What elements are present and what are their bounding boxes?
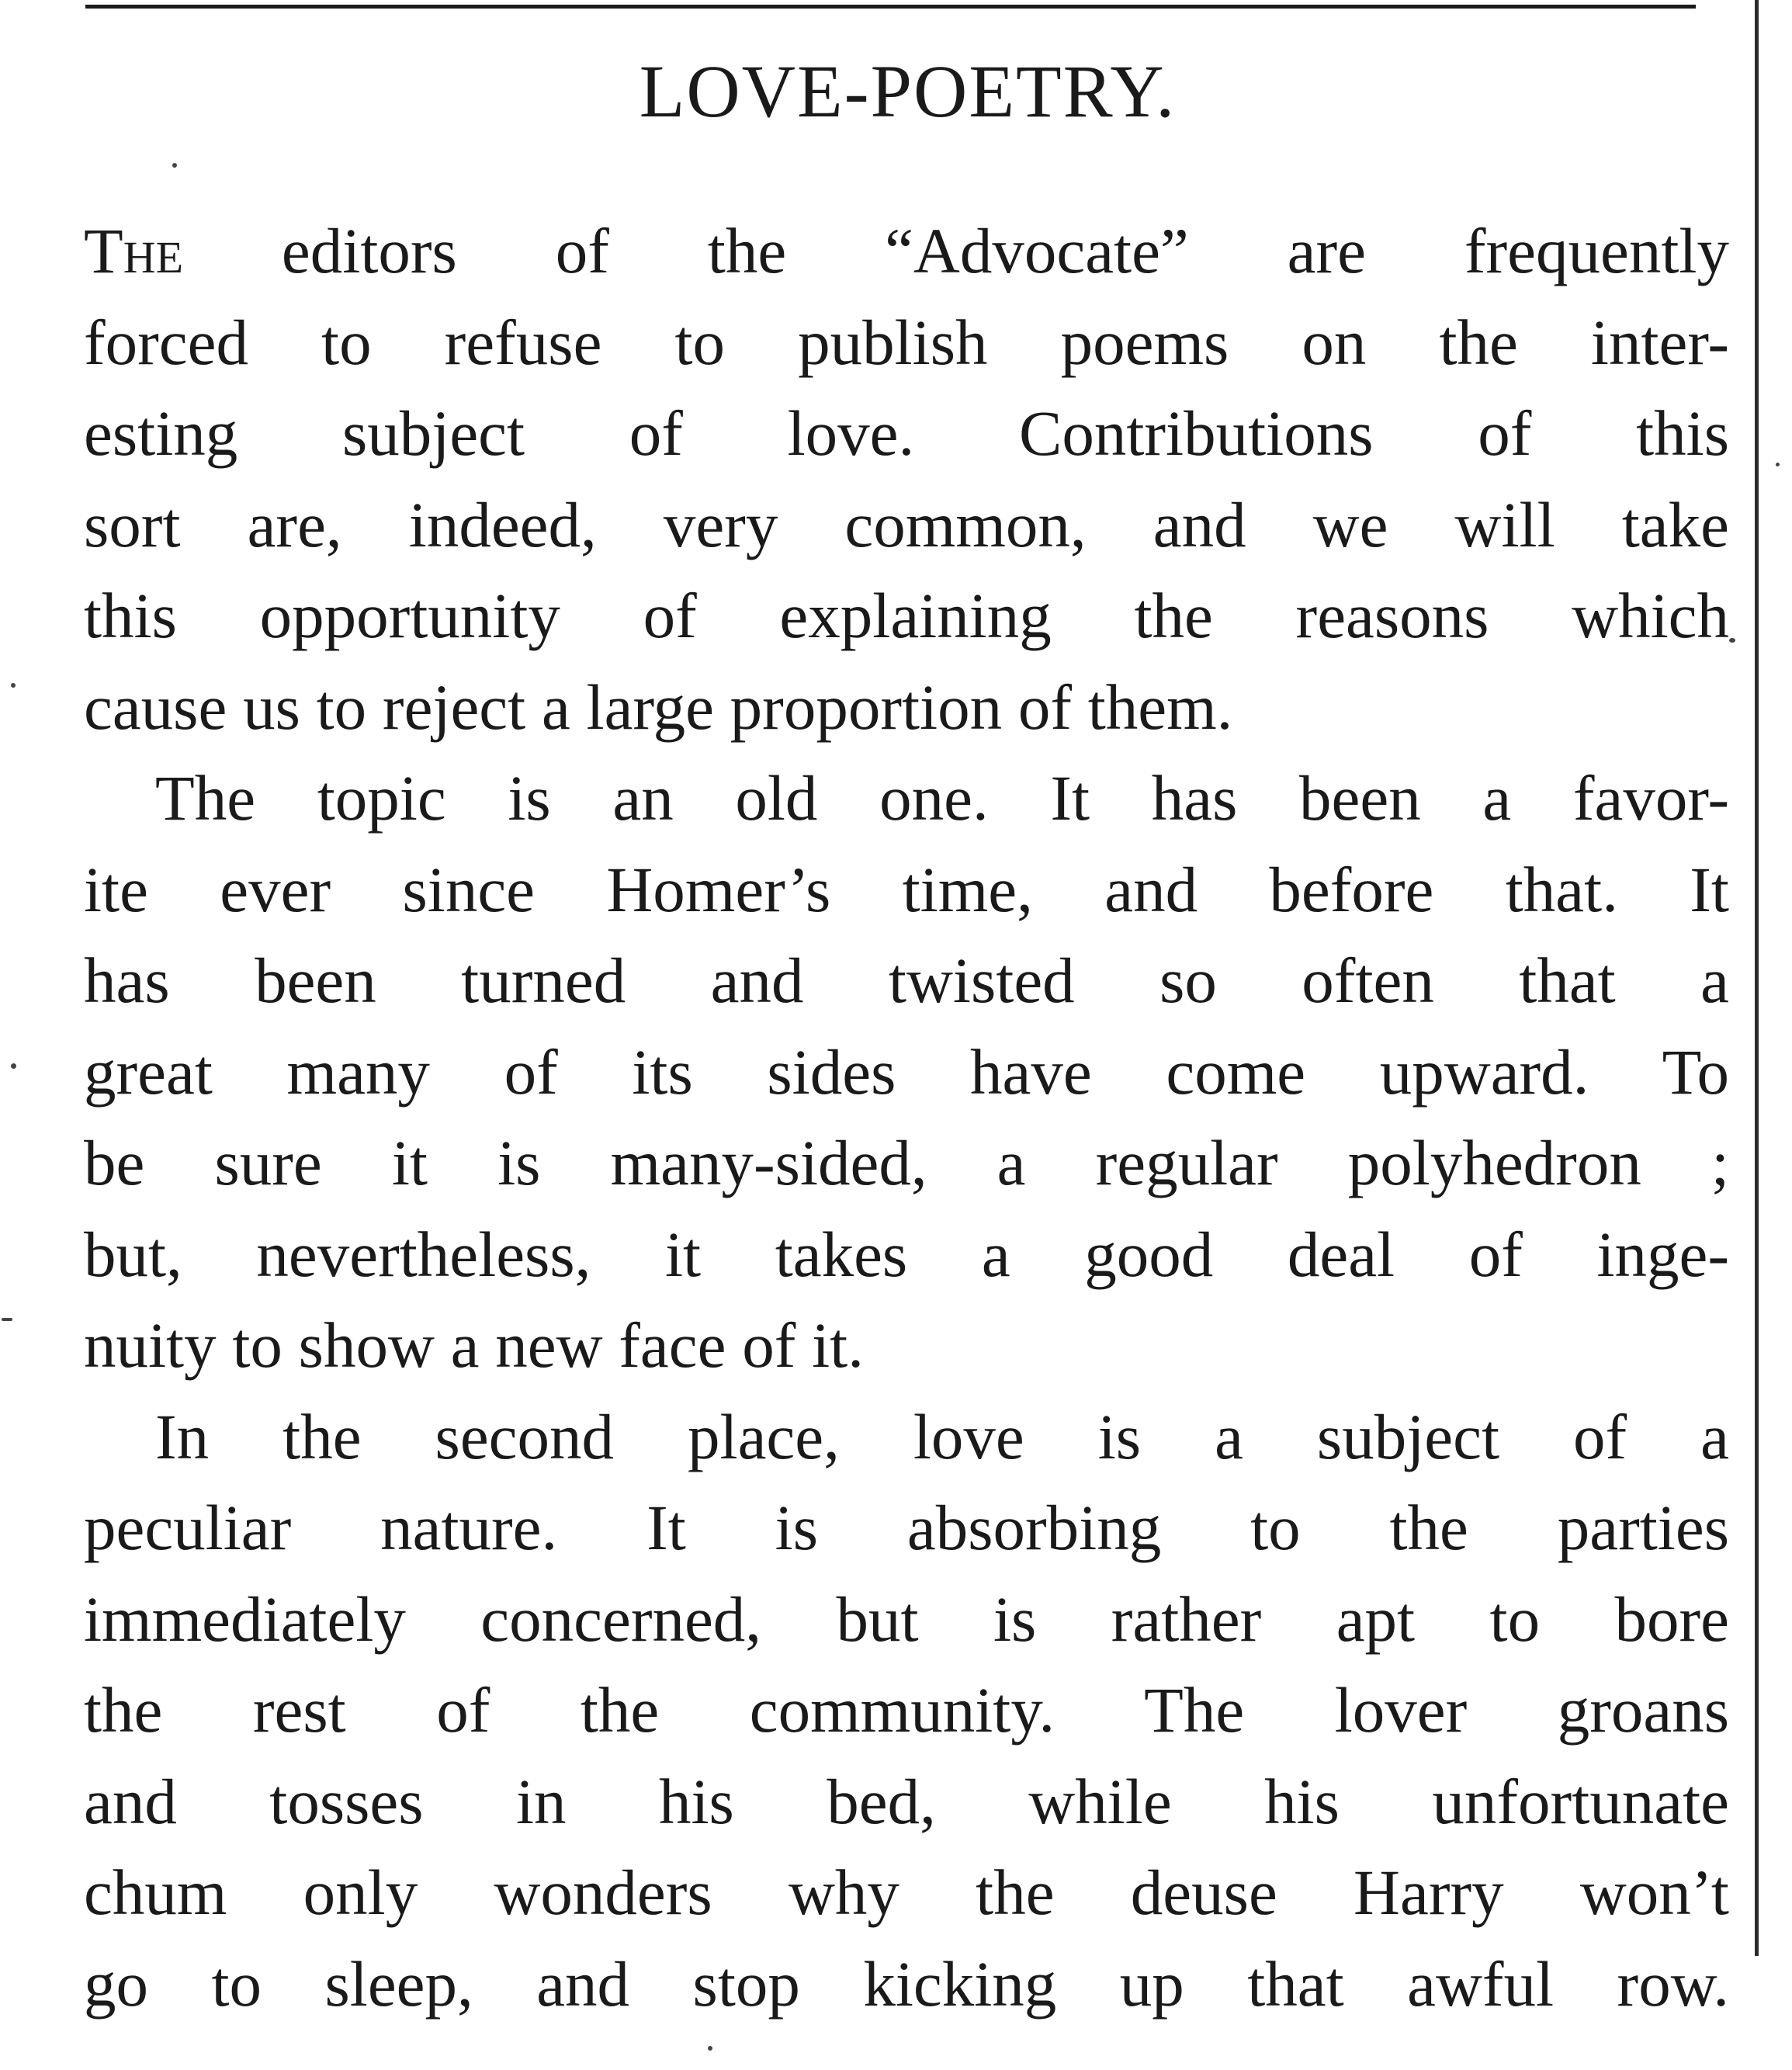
paragraph-1-line-6: cause us to reject a large proportion of them. xyxy=(84,671,1233,743)
article-body xyxy=(84,206,1729,2030)
paragraph-2-line-1: The topic is an old one. It has been a favor- xyxy=(155,762,1729,834)
column-rule xyxy=(1755,0,1759,1956)
paragraph-3-line-1: In the second place, love is a subject of a xyxy=(155,1400,1729,1472)
paragraph-1-line-5: this opportunity of explaining the reasons which xyxy=(84,580,1729,651)
lead-word: The xyxy=(84,215,184,286)
paragraph-3-line-6: chum only wonders why the deuse Harry won’t xyxy=(84,1857,1729,1928)
paragraph-2-line-2: ite ever since Homer’s time, and before that. It xyxy=(84,853,1729,925)
paragraph-1-line-2: forced to refuse to publish poems on the inter- xyxy=(84,306,1729,378)
paragraph-3-line-5: and tosses in his bed, while his unfortunate xyxy=(84,1765,1729,1837)
scan-speck xyxy=(708,2046,712,2051)
paragraph-1-line-1: The editors of the “Advocate” are frequently xyxy=(84,215,1729,286)
paragraph-3-line-4: the rest of the community. The lover groans xyxy=(84,1674,1729,1746)
paragraph-2-line-5: be sure it is many-sided, a regular polyhedron ; xyxy=(84,1127,1729,1198)
paragraph-3-line-2: peculiar nature. It is absorbing to the parties xyxy=(84,1492,1729,1563)
paragraph-2-line-7: nuity to show a new face of it. xyxy=(84,1309,864,1381)
paragraph-3-line-7: go to sleep, and stop kicking up that awful row. xyxy=(84,1947,1729,2020)
paragraph-2-line-3: has been turned and twisted so often that a xyxy=(84,945,1729,1016)
paragraph-1-line-4: sort are, indeed, very common, and we will take xyxy=(84,488,1729,560)
scan-speck xyxy=(2,1318,12,1321)
paragraph-2-line-6: but, nevertheless, it takes a good deal of inge- xyxy=(84,1218,1729,1290)
article-title: LOVE-POETRY. xyxy=(639,50,1177,133)
scan-speck xyxy=(172,163,177,168)
scan-speck xyxy=(1776,463,1780,466)
paragraph-2-line-4: great many of its sides have come upward. To xyxy=(84,1035,1729,1108)
top-rule xyxy=(85,5,1696,9)
scan-speck xyxy=(11,1063,16,1069)
paragraph-3-line-3: immediately concerned, but is rather apt to bore xyxy=(84,1583,1729,1655)
scan-speck xyxy=(1729,638,1735,643)
scan-speck xyxy=(11,683,16,688)
paragraph-1-line-3: esting subject of love. Contributions of this xyxy=(84,397,1729,469)
